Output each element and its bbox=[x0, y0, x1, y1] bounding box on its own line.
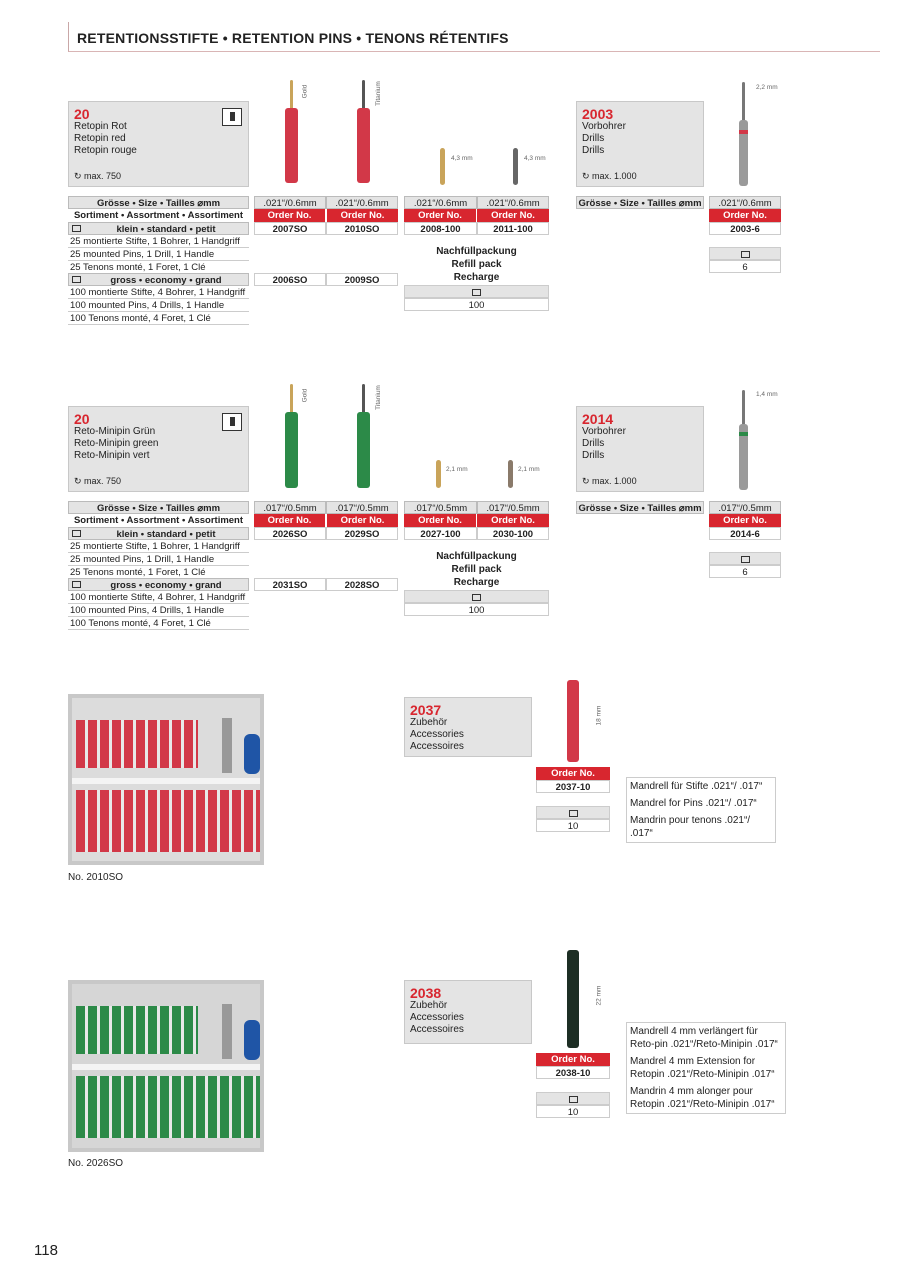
assortment-line: 100 Tenons monté, 4 Foret, 1 Clé bbox=[68, 312, 249, 325]
order-number[interactable]: 2014-6 bbox=[709, 527, 781, 540]
accessory-description: Mandrell für Stifte .021“/ .017“ Mandrel for Pins .021“/ .017“ Mandrin pour tenons .021“/ .017“ bbox=[626, 777, 776, 843]
dim-label: 1,4 mm bbox=[756, 391, 778, 398]
product-number: 2038 bbox=[410, 985, 442, 1001]
size-cell: .021“/0.6mm bbox=[326, 196, 398, 209]
product-box-2038 bbox=[404, 980, 532, 1044]
size-cell: .017“/0.5mm bbox=[477, 501, 549, 514]
size-header: Grösse • Size • Tailles ⌀mm bbox=[68, 196, 249, 209]
refill-label-en: Refill pack bbox=[451, 259, 502, 270]
product-name-fr: Accessoires bbox=[410, 1024, 464, 1035]
kit-tray-divider bbox=[72, 778, 260, 784]
assortment-header: Sortiment • Assortment • Assortiment bbox=[68, 209, 249, 222]
product-number: 20 bbox=[74, 411, 90, 427]
order-no-header: Order No. bbox=[404, 209, 476, 222]
order-number[interactable]: 2007SO bbox=[254, 222, 326, 235]
kit-photo-green bbox=[68, 980, 264, 1152]
order-number[interactable]: 2011-100 bbox=[477, 222, 549, 235]
order-number[interactable]: 2027-100 bbox=[404, 527, 477, 540]
order-no-header: Order No. bbox=[254, 514, 325, 527]
red-pin-gold bbox=[285, 108, 298, 183]
refill-label-fr: Recharge bbox=[453, 272, 500, 283]
order-number[interactable]: 2030-100 bbox=[477, 527, 549, 540]
kit-handle bbox=[222, 718, 232, 773]
page-number: 118 bbox=[34, 1242, 58, 1259]
order-no-header: Order No. bbox=[254, 209, 325, 222]
order-number[interactable]: 2029SO bbox=[326, 527, 398, 540]
drill-color-ring bbox=[739, 130, 748, 134]
pack-quantity: 6 bbox=[709, 260, 781, 273]
size-header: Grösse • Size • Tailles ⌀mm bbox=[576, 501, 704, 514]
dim-label: 2,1 mm bbox=[518, 466, 540, 473]
assortment-line: 100 montierte Stifte, 4 Bohrer, 1 Handgriff bbox=[68, 591, 249, 604]
order-no-header: Order No. bbox=[477, 514, 549, 527]
mandrel-2038 bbox=[567, 950, 579, 1048]
klein-header: klein • standard • petit bbox=[68, 527, 249, 540]
product-number: 20 bbox=[74, 106, 90, 122]
assortment-line: 100 Tenons monté, 4 Foret, 1 Clé bbox=[68, 617, 249, 630]
order-number[interactable]: 2008-100 bbox=[404, 222, 477, 235]
package-icon bbox=[709, 247, 781, 260]
kit-caption: No. 2010SO bbox=[68, 872, 124, 883]
refill-label-fr: Recharge bbox=[453, 577, 500, 588]
assortment-line: 100 mounted Pins, 4 Drills, 1 Handle bbox=[68, 299, 249, 312]
kit-handle bbox=[222, 1004, 232, 1059]
small-gold-pin bbox=[440, 148, 445, 185]
package-icon bbox=[709, 552, 781, 565]
order-no-header: Order No. bbox=[536, 767, 610, 780]
order-number[interactable]: 2009SO bbox=[326, 273, 398, 286]
dim-label: 18 mm bbox=[595, 705, 603, 726]
size-cell: .017“/0.5mm bbox=[254, 501, 326, 514]
small-titanium-pin bbox=[513, 148, 518, 185]
product-name-de: Vorbohrer bbox=[582, 121, 626, 132]
gold-pin-tip bbox=[290, 80, 293, 110]
kit-pins-row bbox=[76, 790, 260, 852]
size-cell: .017“/0.5mm bbox=[326, 501, 398, 514]
kit-photo-red bbox=[68, 694, 264, 865]
green-pin-gold bbox=[285, 412, 298, 488]
product-box-2003 bbox=[576, 101, 704, 187]
order-no-header: Order No. bbox=[477, 209, 549, 222]
kit-pins-row bbox=[76, 720, 198, 768]
package-icon bbox=[536, 1092, 610, 1105]
titanium-pin-tip bbox=[362, 80, 365, 110]
assortment-line: 100 montierte Stifte, 4 Bohrer, 1 Handgriff bbox=[68, 286, 249, 299]
accessory-description: Mandrell 4 mm verlängert für Reto-pin .021“/Reto-Minipin .017“ Mandrel 4 mm Extension for Retopin .021“/Reto-Minipin .017“ Mandrin 4 mm alonger pour Retopin .021“/Reto-Minipin .017“ bbox=[626, 1022, 786, 1114]
assortment-line: 100 mounted Pins, 4 Drills, 1 Handle bbox=[68, 604, 249, 617]
assortment-line: 25 Tenons monté, 1 Foret, 1 Clé bbox=[68, 261, 249, 274]
product-box-2014 bbox=[576, 406, 704, 492]
handpiece-icon bbox=[222, 413, 242, 431]
order-number[interactable]: 2026SO bbox=[254, 527, 326, 540]
pin-label-titanium: Titanium bbox=[374, 385, 382, 410]
dim-label: 4,3 mm bbox=[524, 155, 546, 162]
titanium-pin-tip bbox=[362, 384, 365, 414]
refill-label-de: Nachfüllpackung bbox=[436, 551, 517, 562]
pin-label-gold: Gold bbox=[301, 84, 309, 99]
product-name-en: Drills bbox=[582, 438, 605, 449]
dim-label: 4,3 mm bbox=[451, 155, 473, 162]
pin-label-gold: Gold bbox=[301, 388, 309, 403]
dim-label: 2,2 mm bbox=[756, 84, 778, 91]
drill-tip bbox=[742, 390, 745, 425]
product-number: 2014 bbox=[582, 411, 614, 427]
kit-tray-divider bbox=[72, 1064, 260, 1070]
product-name-en: Retopin red bbox=[74, 133, 126, 144]
kit-blue-cap bbox=[244, 734, 260, 774]
size-cell: .021“/0.6mm bbox=[477, 196, 549, 209]
red-pin-titanium bbox=[357, 108, 370, 183]
product-name-de: Retopin Rot bbox=[74, 121, 127, 132]
green-pin-titanium bbox=[357, 412, 370, 488]
speed-label: ↻ max. 1.000 bbox=[582, 171, 637, 181]
pack-quantity: 100 bbox=[404, 298, 549, 311]
pin-label-titanium: Titanium bbox=[374, 81, 382, 106]
product-name-en: Reto-Minipin green bbox=[74, 438, 159, 449]
product-name-en: Drills bbox=[582, 133, 605, 144]
assortment-line: 25 mounted Pins, 1 Drill, 1 Handle bbox=[68, 553, 249, 566]
order-number[interactable]: 2031SO bbox=[254, 578, 326, 591]
product-name-fr: Drills bbox=[582, 145, 605, 156]
product-number: 2037 bbox=[410, 702, 442, 718]
assortment-header: Sortiment • Assortment • Assortiment bbox=[68, 514, 249, 527]
product-name-fr: Reto-Minipin vert bbox=[74, 450, 150, 461]
kit-blue-cap bbox=[244, 1020, 260, 1060]
speed-label: ↻ max. 750 bbox=[74, 171, 122, 181]
handpiece-icon bbox=[222, 108, 242, 126]
klein-header: klein • standard • petit bbox=[68, 222, 249, 235]
gold-pin-tip bbox=[290, 384, 293, 414]
page-title: RETENTIONSSTIFTE • RETENTION PINS • TENONS RÉTENTIFS bbox=[77, 30, 509, 46]
pack-quantity: 6 bbox=[709, 565, 781, 578]
product-box-2037 bbox=[404, 697, 532, 757]
page-header bbox=[68, 22, 880, 52]
drill-tip bbox=[742, 82, 745, 122]
size-header: Grösse • Size • Tailles ⌀mm bbox=[576, 196, 704, 209]
assortment-line: 25 montierte Stifte, 1 Bohrer, 1 Handgriff bbox=[68, 235, 249, 248]
gross-header: gross • economy • grand bbox=[68, 578, 249, 591]
mandrel-2037 bbox=[567, 680, 579, 762]
product-number: 2003 bbox=[582, 106, 614, 122]
assortment-line: 25 Tenons monté, 1 Foret, 1 Clé bbox=[68, 566, 249, 579]
dim-label: 22 mm bbox=[595, 985, 603, 1006]
order-no-header: Order No. bbox=[709, 514, 781, 527]
small-gold-pin bbox=[436, 460, 441, 488]
pack-quantity: 100 bbox=[404, 603, 549, 616]
pack-quantity: 10 bbox=[536, 819, 610, 832]
pack-quantity: 10 bbox=[536, 1105, 610, 1118]
product-name-de: Zubehör bbox=[410, 717, 448, 728]
size-cell: .017“/0.5mm bbox=[404, 501, 477, 514]
product-name-en: Accessories bbox=[410, 1012, 464, 1023]
product-box-20-red bbox=[68, 101, 249, 187]
order-number[interactable]: 2038-10 bbox=[536, 1066, 610, 1079]
order-number[interactable]: 2003-6 bbox=[709, 222, 781, 235]
drill-color-ring bbox=[739, 432, 748, 436]
order-no-header: Order No. bbox=[327, 514, 398, 527]
assortment-line: 25 montierte Stifte, 1 Bohrer, 1 Handgriff bbox=[68, 540, 249, 553]
product-name-en: Accessories bbox=[410, 729, 464, 740]
package-icon bbox=[404, 285, 549, 298]
kit-caption: No. 2026SO bbox=[68, 1158, 124, 1169]
speed-label: ↻ max. 750 bbox=[74, 476, 122, 486]
size-cell: .021“/0.6mm bbox=[404, 196, 477, 209]
product-box-20-green bbox=[68, 406, 249, 492]
gross-header: gross • economy • grand bbox=[68, 273, 249, 286]
order-no-header: Order No. bbox=[404, 514, 476, 527]
product-name-fr: Drills bbox=[582, 450, 605, 461]
product-name-de: Vorbohrer bbox=[582, 426, 626, 437]
kit-pins-row bbox=[76, 1076, 260, 1138]
order-number[interactable]: 2028SO bbox=[326, 578, 398, 591]
size-header: Grösse • Size • Tailles ⌀mm bbox=[68, 501, 249, 514]
refill-label-en: Refill pack bbox=[451, 564, 502, 575]
small-titanium-pin bbox=[508, 460, 513, 488]
order-no-header: Order No. bbox=[327, 209, 398, 222]
speed-label: ↻ max. 1.000 bbox=[582, 476, 637, 486]
order-number[interactable]: 2037-10 bbox=[536, 780, 610, 793]
order-no-header: Order No. bbox=[536, 1053, 610, 1066]
size-cell: .017“/0.5mm bbox=[709, 501, 781, 514]
size-cell: .021“/0.6mm bbox=[254, 196, 326, 209]
order-no-header: Order No. bbox=[709, 209, 781, 222]
product-name-fr: Accessoires bbox=[410, 741, 464, 752]
product-name-de: Reto-Minipin Grün bbox=[74, 426, 156, 437]
order-number[interactable]: 2010SO bbox=[326, 222, 398, 235]
package-icon bbox=[404, 590, 549, 603]
assortment-line: 25 mounted Pins, 1 Drill, 1 Handle bbox=[68, 248, 249, 261]
order-number[interactable]: 2006SO bbox=[254, 273, 326, 286]
package-icon bbox=[536, 806, 610, 819]
size-cell: .021“/0.6mm bbox=[709, 196, 781, 209]
dim-label: 2,1 mm bbox=[446, 466, 468, 473]
refill-label-de: Nachfüllpackung bbox=[436, 246, 517, 257]
kit-pins-row bbox=[76, 1006, 198, 1054]
product-name-de: Zubehör bbox=[410, 1000, 448, 1011]
product-name-fr: Retopin rouge bbox=[74, 145, 137, 156]
